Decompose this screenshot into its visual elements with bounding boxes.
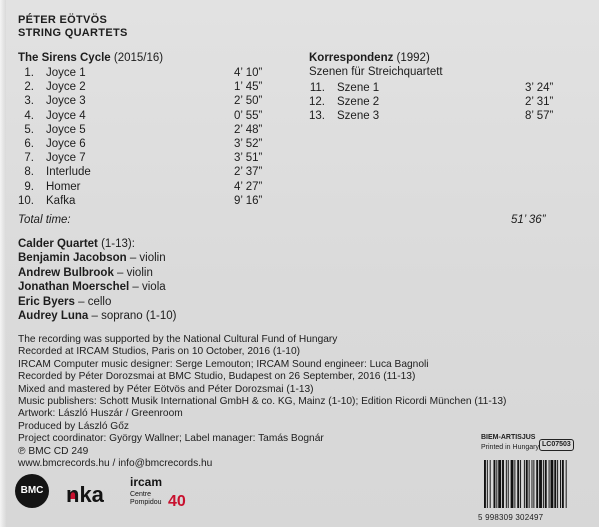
track-title: Interlude <box>46 166 91 179</box>
total-time-label: Total time: <box>18 214 71 226</box>
barcode-bar <box>487 460 488 508</box>
track-number: 6. <box>24 138 34 150</box>
track-duration: 8’ 57” <box>525 110 554 123</box>
track-title: Szene 2 <box>337 96 380 109</box>
barcode-bar <box>511 460 514 508</box>
barcode-bar <box>490 460 491 508</box>
barcode-bar <box>533 460 534 508</box>
barcode-bar <box>536 460 538 508</box>
track-number: 11. <box>309 82 325 94</box>
member-line <box>18 252 166 264</box>
track-title: Homer <box>46 180 81 193</box>
barcode-bar <box>508 460 509 508</box>
member-name: Andrew Bulbrook <box>18 266 114 279</box>
ircam-logo-pompidou: Pompidou <box>130 499 162 506</box>
spine-edge <box>0 0 6 527</box>
label-code: LC07503 <box>539 439 574 451</box>
barcode-bar <box>517 460 519 508</box>
rights-society: BIEM-ARTISJUS <box>481 434 536 441</box>
track-duration: 3’ 51” <box>234 152 263 165</box>
credit-line: IRCAM Computer music designer: Serge Lemouton; IRCAM Sound engineer: Luca Bagnoli <box>18 358 429 370</box>
track-number: 13. <box>309 110 325 123</box>
credit-line: The recording was supported by the National Cultural Fund of Hungary <box>18 334 338 345</box>
track-number: 1. <box>24 67 34 79</box>
track-number: 10. <box>18 194 34 207</box>
credit-line: www.bmcrecords.hu / info@bmcrecords.hu <box>18 458 213 469</box>
track-duration: 2’ 48” <box>234 123 263 136</box>
soloist-name: Audrey Luna <box>18 310 89 322</box>
credit-line: Project coordinator: György Wallner; Label manager: Tamás Bognár <box>18 433 324 445</box>
member-instrument: – cello <box>74 295 112 308</box>
barcode-bar <box>529 460 530 508</box>
barcode <box>478 458 590 510</box>
track-duration: 3’ 24” <box>525 82 554 94</box>
album-genre: STRING QUARTETS <box>18 27 128 39</box>
track-duration: 1’ 45” <box>234 81 263 94</box>
track-duration: 4’ 10” <box>234 67 263 79</box>
barcode-bar <box>502 460 504 508</box>
barcode-bar <box>545 460 547 508</box>
track-number: 9. <box>24 180 34 193</box>
track-duration: 4’ 27” <box>234 180 263 193</box>
nka-logo-text: nka <box>66 482 104 506</box>
ircam-logo <box>128 475 194 509</box>
track-title: Joyce 6 <box>46 138 86 150</box>
barcode-digits: 5 998309 302497 <box>478 513 544 522</box>
track-duration: 3’ 52” <box>234 138 263 150</box>
track-number: 3. <box>24 95 34 108</box>
barcode-bar <box>484 460 486 508</box>
work-title-sirens <box>18 52 163 65</box>
track-number: 2. <box>24 81 34 94</box>
credit-line: Recorded by Péter Dorozsmai at BMC Studio, Budapest on 26 September, 2016 (11-13) <box>18 371 416 383</box>
barcode-bar <box>551 460 554 508</box>
credit-line: ℗ BMC CD 249 <box>18 445 89 457</box>
work-title-korrespondenz <box>309 52 430 65</box>
barcode-bar <box>549 460 550 508</box>
track-number: 5. <box>24 123 34 136</box>
ircam-logo-centre: Centre <box>130 491 152 498</box>
barcode-bar <box>498 460 501 508</box>
printed-in: Printed in Hungary <box>481 444 539 451</box>
barcode-bar <box>524 460 525 508</box>
track-duration: 0’ 55” <box>234 109 263 122</box>
barcode-bar <box>532 460 533 508</box>
composer-name: PÉTER EÖTVÖS <box>18 14 108 26</box>
track-title: Kafka <box>46 194 76 207</box>
track-title: Joyce 1 <box>46 67 86 79</box>
track-number: 8. <box>24 166 34 179</box>
credit-line: Music publishers: Schott Musik International GmbH & co. KG, Mainz (1-10); Edition Ricordi München (11-13) <box>18 396 507 407</box>
member-name: Eric Byers <box>18 295 75 308</box>
ircam-logo-number: 40 <box>168 493 186 509</box>
barcode-bar <box>494 460 496 508</box>
ircam-logo-text: ircam <box>130 475 163 489</box>
nka-logo <box>65 478 111 506</box>
work-subtitle-korrespondenz: Szenen für Streichquartett <box>309 66 443 78</box>
barcode-bar <box>520 460 521 508</box>
member-instrument: – violin <box>126 252 166 264</box>
member-name: Jonathan Moerschel <box>18 281 130 293</box>
soloist-role: – soprano (1-10) <box>88 310 177 322</box>
barcode-bar <box>543 460 544 508</box>
ensemble-tracks: (1-13): <box>97 238 135 250</box>
barcode-bar <box>514 460 515 508</box>
barcode-bar <box>506 460 507 508</box>
credit-line: Artwork: László Huszár / Greenroom <box>18 408 183 420</box>
barcode-bar <box>566 460 567 508</box>
credit-line: Recorded at IRCAM Studios, Paris on 10 October, 2016 (1-10) <box>18 346 300 358</box>
track-duration: 2’ 31” <box>525 96 554 109</box>
member-line <box>18 267 153 279</box>
track-title: Joyce 7 <box>46 152 86 165</box>
work-title-korrespondenz-year: (1992) <box>393 52 430 64</box>
track-number: 12. <box>309 96 325 109</box>
barcode-bar <box>539 460 542 508</box>
track-duration: 2’ 50” <box>234 95 263 108</box>
credit-line: Produced by László Gőz <box>18 420 129 432</box>
member-instrument: – violin <box>113 266 153 279</box>
member-instrument: – viola <box>129 281 166 293</box>
soloist-line <box>18 310 177 322</box>
work-title-sirens-name: The Sirens Cycle <box>18 52 111 64</box>
barcode-bar <box>562 460 564 508</box>
barcode-bar <box>554 460 556 508</box>
bmc-logo: BMC <box>15 474 49 508</box>
member-line <box>18 296 111 308</box>
track-number: 7. <box>24 152 34 165</box>
track-number: 4. <box>24 109 34 122</box>
barcode-bar <box>496 460 497 508</box>
track-title: Szene 1 <box>337 82 380 94</box>
work-title-korrespondenz-name: Korrespondenz <box>309 52 394 64</box>
track-title: Szene 3 <box>337 110 380 123</box>
barcode-bar <box>560 460 561 508</box>
barcode-bar <box>526 460 528 508</box>
ensemble-name: Calder Quartet <box>18 238 98 250</box>
barcode-bar <box>557 460 558 508</box>
member-line <box>18 281 166 293</box>
track-duration: 2’ 37” <box>234 166 263 179</box>
member-name: Benjamin Jacobson <box>18 252 127 264</box>
track-title: Joyce 3 <box>46 95 86 108</box>
track-title: Joyce 4 <box>46 109 86 122</box>
track-duration: 9’ 16” <box>234 194 263 207</box>
track-title: Joyce 2 <box>46 81 86 94</box>
credit-line: Mixed and mastered by Péter Eötvös and Péter Dorozsmai (1-13) <box>18 383 314 395</box>
total-time-value: 51’ 36” <box>511 214 546 226</box>
ensemble-line <box>18 238 135 250</box>
track-title: Joyce 5 <box>46 123 86 136</box>
work-title-sirens-year: (2015/16) <box>110 52 164 64</box>
